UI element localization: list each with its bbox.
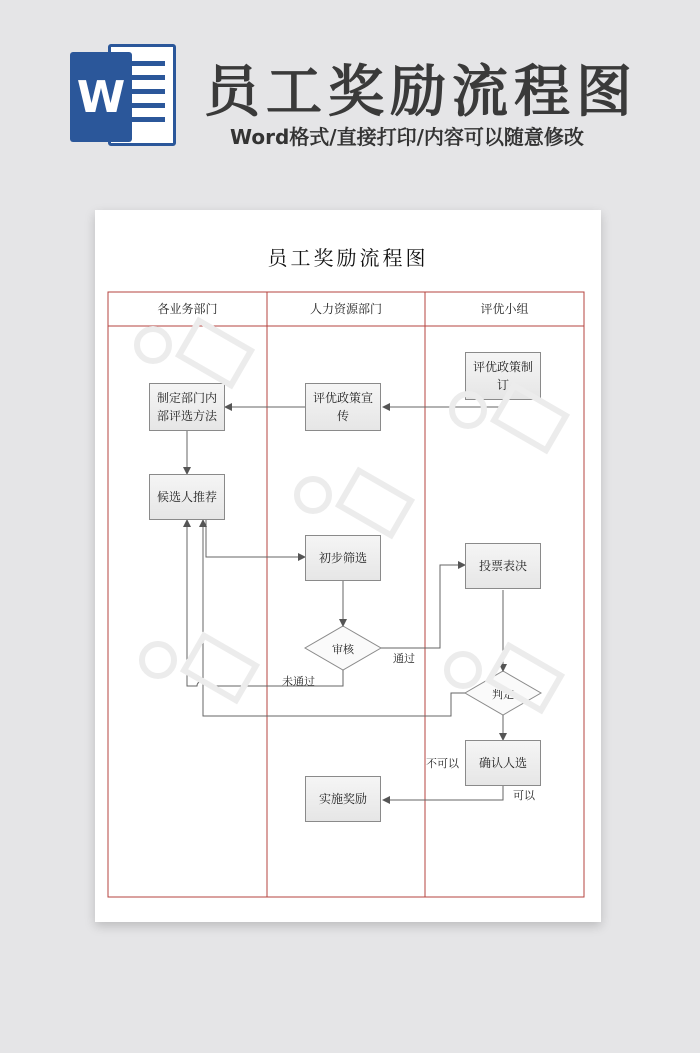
lane-header-business: 各业务部门 (157, 302, 218, 316)
word-icon (70, 44, 182, 150)
node-prescreen: 初步筛选 (305, 535, 381, 581)
document-page (95, 210, 601, 922)
banner-subtitle: Word格式/直接打印/内容可以随意修改 (230, 125, 584, 149)
node-vote: 投票表决 (465, 543, 541, 589)
document-title: 员工奖励流程图 (267, 246, 429, 270)
label-pass: 通过 (393, 652, 415, 665)
node-dept-method: 制定部门内部评选方法 (149, 383, 225, 431)
banner-title: 员工奖励流程图 (204, 60, 638, 125)
label-no: 不可以 (426, 757, 459, 770)
node-policy-publish: 评优政策宣传 (305, 383, 381, 431)
node-confirm: 确认人选 (465, 740, 541, 786)
node-judge: 判定 (492, 688, 514, 701)
node-review: 审核 (332, 643, 354, 656)
lane-header-hr: 人力资源部门 (309, 302, 382, 316)
edge-policy-make-to-publish (383, 400, 503, 407)
edge-confirm-yes-to-reward (383, 784, 503, 800)
label-yes: 可以 (513, 789, 535, 802)
node-policy-make: 评优政策制订 (465, 352, 541, 400)
edge-review-pass-to-vote (381, 565, 465, 648)
node-candidate: 候选人推荐 (149, 474, 225, 520)
label-fail: 未通过 (282, 675, 315, 688)
node-reward: 实施奖励 (305, 776, 381, 822)
edge-candidate-to-prescreen (206, 519, 305, 557)
lane-header-committee: 评优小组 (480, 302, 529, 316)
word-badge: W (70, 52, 132, 142)
banner (0, 0, 700, 200)
